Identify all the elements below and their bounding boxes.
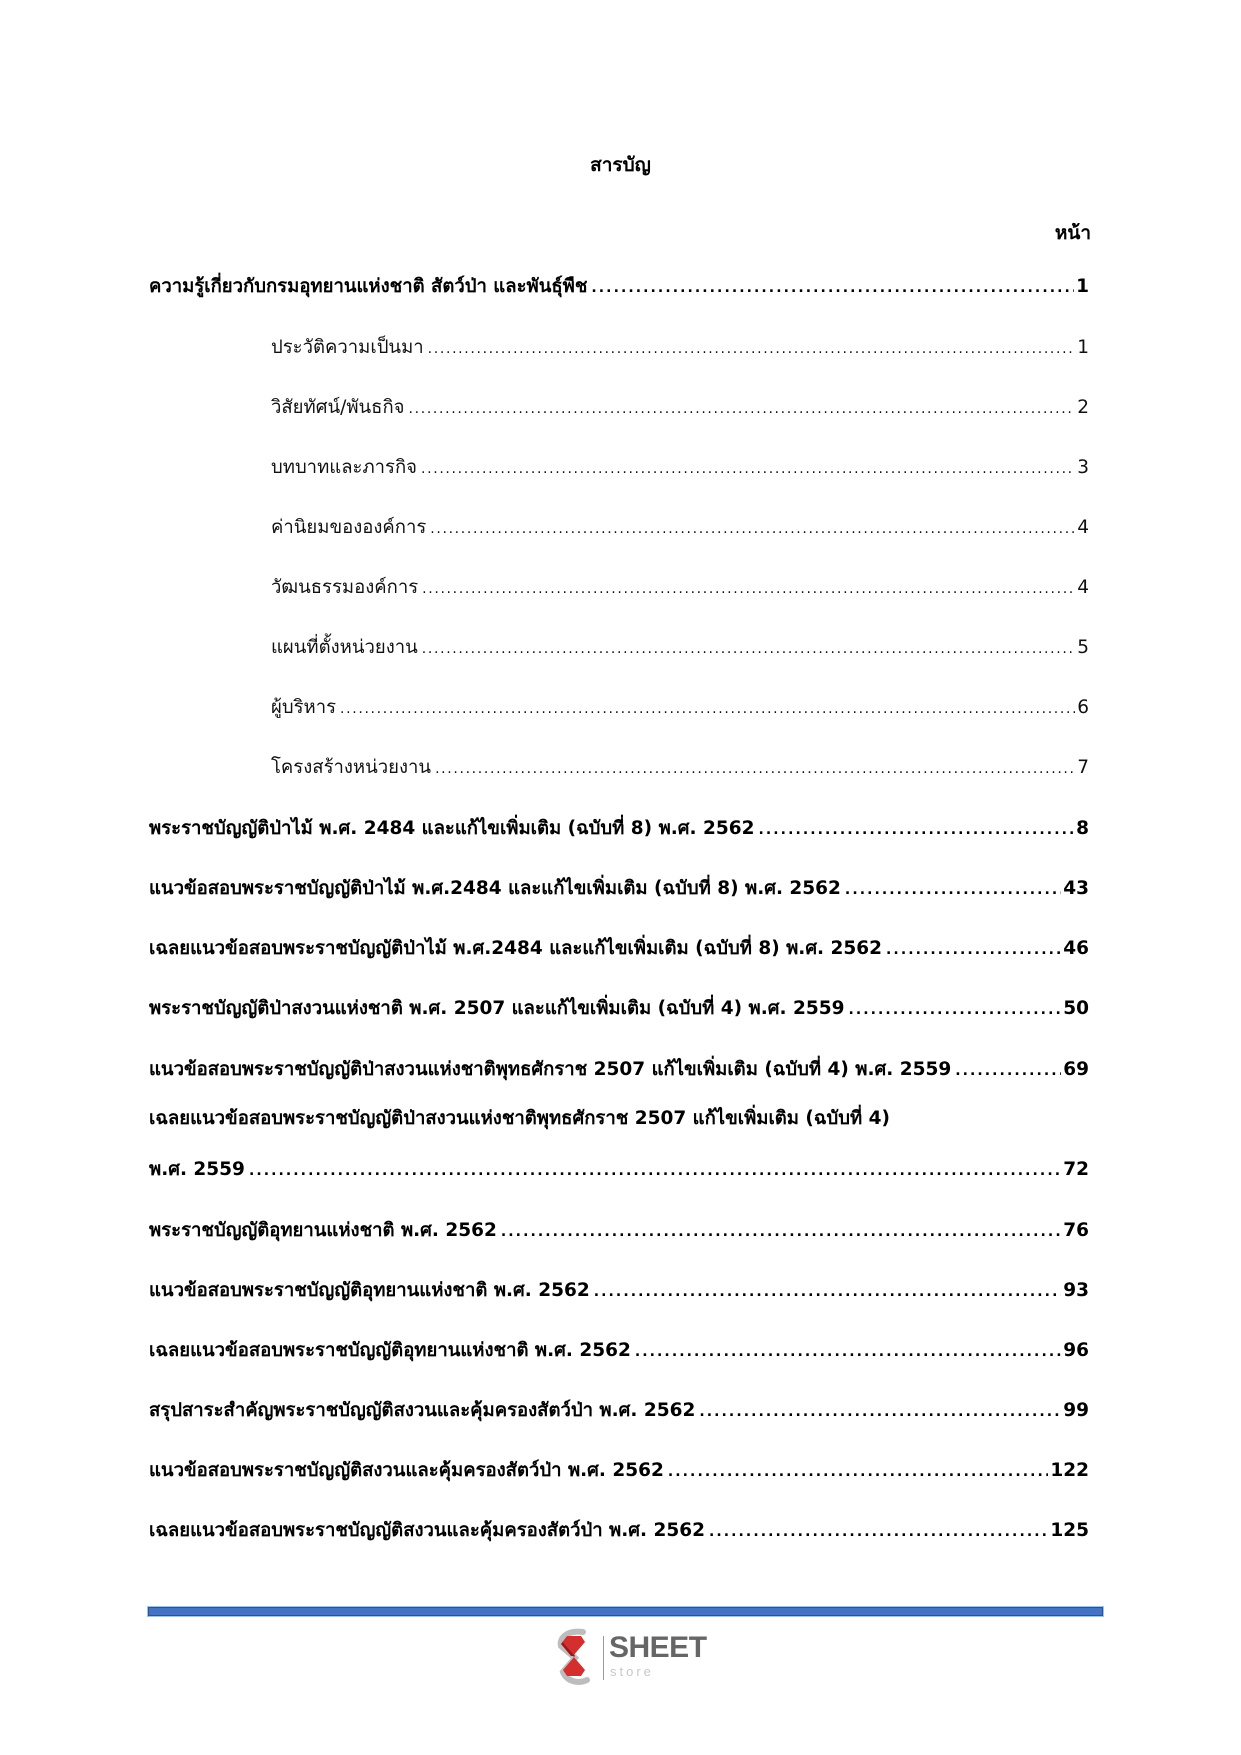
toc-entry-label: วิสัยทัศน์/พันธกิจ — [271, 397, 405, 418]
dot-leader — [430, 521, 1075, 537]
dot-leader — [635, 1344, 1061, 1360]
toc-entry-label: แนวข้อสอบพระราชบัญญัติป่าสงวนแห่งชาติพุทธศักราช 2507 แก้ไขเพิ่มเติม (ฉบับที่ 4) พ.ศ. 2559 — [149, 1059, 952, 1080]
logo-divider — [603, 1636, 604, 1680]
toc-entry-page: 1 — [1076, 276, 1089, 297]
toc-subentry[interactable] — [271, 693, 1089, 723]
toc-entry-page: 5 — [1077, 637, 1089, 658]
toc-entry[interactable] — [149, 1456, 1089, 1486]
toc-entry-page: 2 — [1077, 397, 1089, 418]
toc-subentry[interactable] — [271, 573, 1089, 603]
toc-entry-page: 50 — [1063, 998, 1089, 1019]
dot-leader — [759, 822, 1075, 838]
dot-leader — [435, 761, 1075, 777]
toc-entry[interactable] — [149, 1155, 1089, 1185]
toc-entry[interactable] — [149, 1216, 1089, 1246]
toc-entry-page: 4 — [1077, 577, 1089, 598]
dot-leader — [421, 461, 1075, 477]
dot-leader — [591, 280, 1074, 296]
toc-subentry[interactable] — [271, 333, 1089, 363]
dot-leader — [699, 1404, 1061, 1420]
toc-subentry[interactable] — [271, 513, 1089, 543]
toc-entry-page: 125 — [1050, 1520, 1089, 1541]
toc-entry-label: บทบาทและภารกิจ — [271, 457, 418, 478]
toc-entry-page: 6 — [1077, 697, 1089, 718]
toc-entry[interactable] — [149, 1516, 1089, 1546]
toc-entry[interactable] — [149, 1276, 1089, 1306]
toc-entry-label: สรุปสาระสำคัญพระราชบัญญัติสงวนและคุ้มครองสัตว์ป่า พ.ศ. 2562 — [149, 1400, 696, 1421]
toc-entry-page: 93 — [1063, 1280, 1089, 1301]
toc-entry[interactable] — [149, 874, 1089, 904]
toc-entry-label: พระราชบัญญัติป่าไม้ พ.ศ. 2484 และแก้ไขเพิ่มเติม (ฉบับที่ 8) พ.ศ. 2562 — [149, 818, 755, 839]
toc-subentry[interactable] — [271, 393, 1089, 423]
toc-entry-label: พ.ศ. 2559 — [149, 1159, 245, 1180]
toc-entry-label: เฉลยแนวข้อสอบพระราชบัญญัติสงวนและคุ้มครองสัตว์ป่า พ.ศ. 2562 — [149, 1520, 705, 1541]
toc-entry-label: ความรู้เกี่ยวกับกรมอุทยานแห่งชาติ สัตว์ป่า และพันธุ์พืช — [149, 276, 588, 297]
dot-leader — [594, 1284, 1062, 1300]
toc-entry-page: 1 — [1077, 337, 1089, 358]
dot-leader — [501, 1224, 1061, 1240]
dot-leader — [709, 1524, 1048, 1540]
toc-entry-label: เฉลยแนวข้อสอบพระราชบัญญัติอุทยานแห่งชาติ พ.ศ. 2562 — [149, 1340, 631, 1361]
dot-leader — [886, 942, 1061, 958]
toc-entry-page: 4 — [1077, 517, 1089, 538]
toc-entry-page: 96 — [1063, 1340, 1089, 1361]
sheet-store-s-logo-icon — [553, 1628, 595, 1686]
toc-subentry[interactable] — [271, 753, 1089, 783]
page-title: สารบัญ — [590, 154, 651, 176]
dot-leader — [955, 1063, 1061, 1079]
toc-entry[interactable] — [149, 272, 1089, 302]
toc-entry-label: ประวัติความเป็นมา — [271, 337, 424, 358]
toc-entry[interactable] — [149, 1055, 1089, 1085]
toc-entry-page: 72 — [1063, 1159, 1089, 1180]
toc-entry-page: 3 — [1077, 457, 1089, 478]
toc-entry-label: พระราชบัญญัติป่าสงวนแห่งชาติ พ.ศ. 2507 และแก้ไขเพิ่มเติม (ฉบับที่ 4) พ.ศ. 2559 — [149, 998, 845, 1019]
toc-subentry[interactable] — [271, 633, 1089, 663]
dot-leader — [668, 1464, 1049, 1480]
toc-entry-label-line1[interactable]: เฉลยแนวข้อสอบพระราชบัญญัติป่าสงวนแห่งชาติพุทธศักราช 2507 แก้ไขเพิ่มเติม (ฉบับที่ 4) — [149, 1108, 890, 1129]
dot-leader — [249, 1163, 1061, 1179]
dot-leader — [422, 581, 1075, 597]
toc-entry[interactable] — [149, 1396, 1089, 1426]
toc-entry[interactable] — [149, 1336, 1089, 1366]
toc-entry-label: วัฒนธรรมองค์การ — [271, 577, 419, 598]
sheet-store-logo — [553, 1628, 723, 1688]
toc-entry-label: แนวข้อสอบพระราชบัญญัติสงวนและคุ้มครองสัตว์ป่า พ.ศ. 2562 — [149, 1460, 664, 1481]
toc-entry-page: 99 — [1063, 1400, 1089, 1421]
logo-sub-text: store — [610, 1664, 654, 1679]
toc-entry[interactable] — [149, 994, 1089, 1024]
dot-leader — [848, 1002, 1061, 1018]
toc-entry-page: 43 — [1063, 878, 1089, 899]
toc-entry-page: 76 — [1063, 1220, 1089, 1241]
toc-entry-label: พระราชบัญญัติอุทยานแห่งชาติ พ.ศ. 2562 — [149, 1220, 497, 1241]
toc-entry-label: แนวข้อสอบพระราชบัญญัติอุทยานแห่งชาติ พ.ศ. 2562 — [149, 1280, 590, 1301]
dot-leader — [422, 641, 1075, 657]
logo-brand-text: SHEET — [609, 1631, 707, 1664]
toc-entry-label: ผู้บริหาร — [271, 697, 337, 718]
dot-leader — [845, 882, 1061, 898]
toc-entry-page: 122 — [1050, 1460, 1089, 1481]
footer-divider-bar — [148, 1607, 1103, 1616]
toc-entry-page: 46 — [1063, 938, 1089, 959]
toc-entry-page: 7 — [1077, 757, 1089, 778]
toc-entry[interactable] — [149, 814, 1089, 844]
toc-entry-page: 8 — [1076, 818, 1089, 839]
toc-entry-page: 69 — [1063, 1059, 1089, 1080]
dot-leader — [340, 701, 1075, 717]
toc-entry-label: โครงสร้างหน่วยงาน — [271, 757, 432, 778]
toc-subentry[interactable] — [271, 453, 1089, 483]
toc-entry-label: แผนที่ตั้งหน่วยงาน — [271, 637, 418, 658]
dot-leader — [409, 401, 1076, 417]
toc-entry[interactable] — [149, 934, 1089, 964]
toc-entry-label: เฉลยแนวข้อสอบพระราชบัญญัติป่าไม้ พ.ศ.2484 และแก้ไขเพิ่มเติม (ฉบับที่ 8) พ.ศ. 2562 — [149, 938, 883, 959]
dot-leader — [428, 341, 1076, 357]
page-number-column-label: หน้า — [1054, 222, 1091, 244]
toc-entry-label: แนวข้อสอบพระราชบัญญัติป่าไม้ พ.ศ.2484 และแก้ไขเพิ่มเติม (ฉบับที่ 8) พ.ศ. 2562 — [149, 878, 841, 899]
toc-entry-label: ค่านิยมขององค์การ — [271, 517, 427, 538]
